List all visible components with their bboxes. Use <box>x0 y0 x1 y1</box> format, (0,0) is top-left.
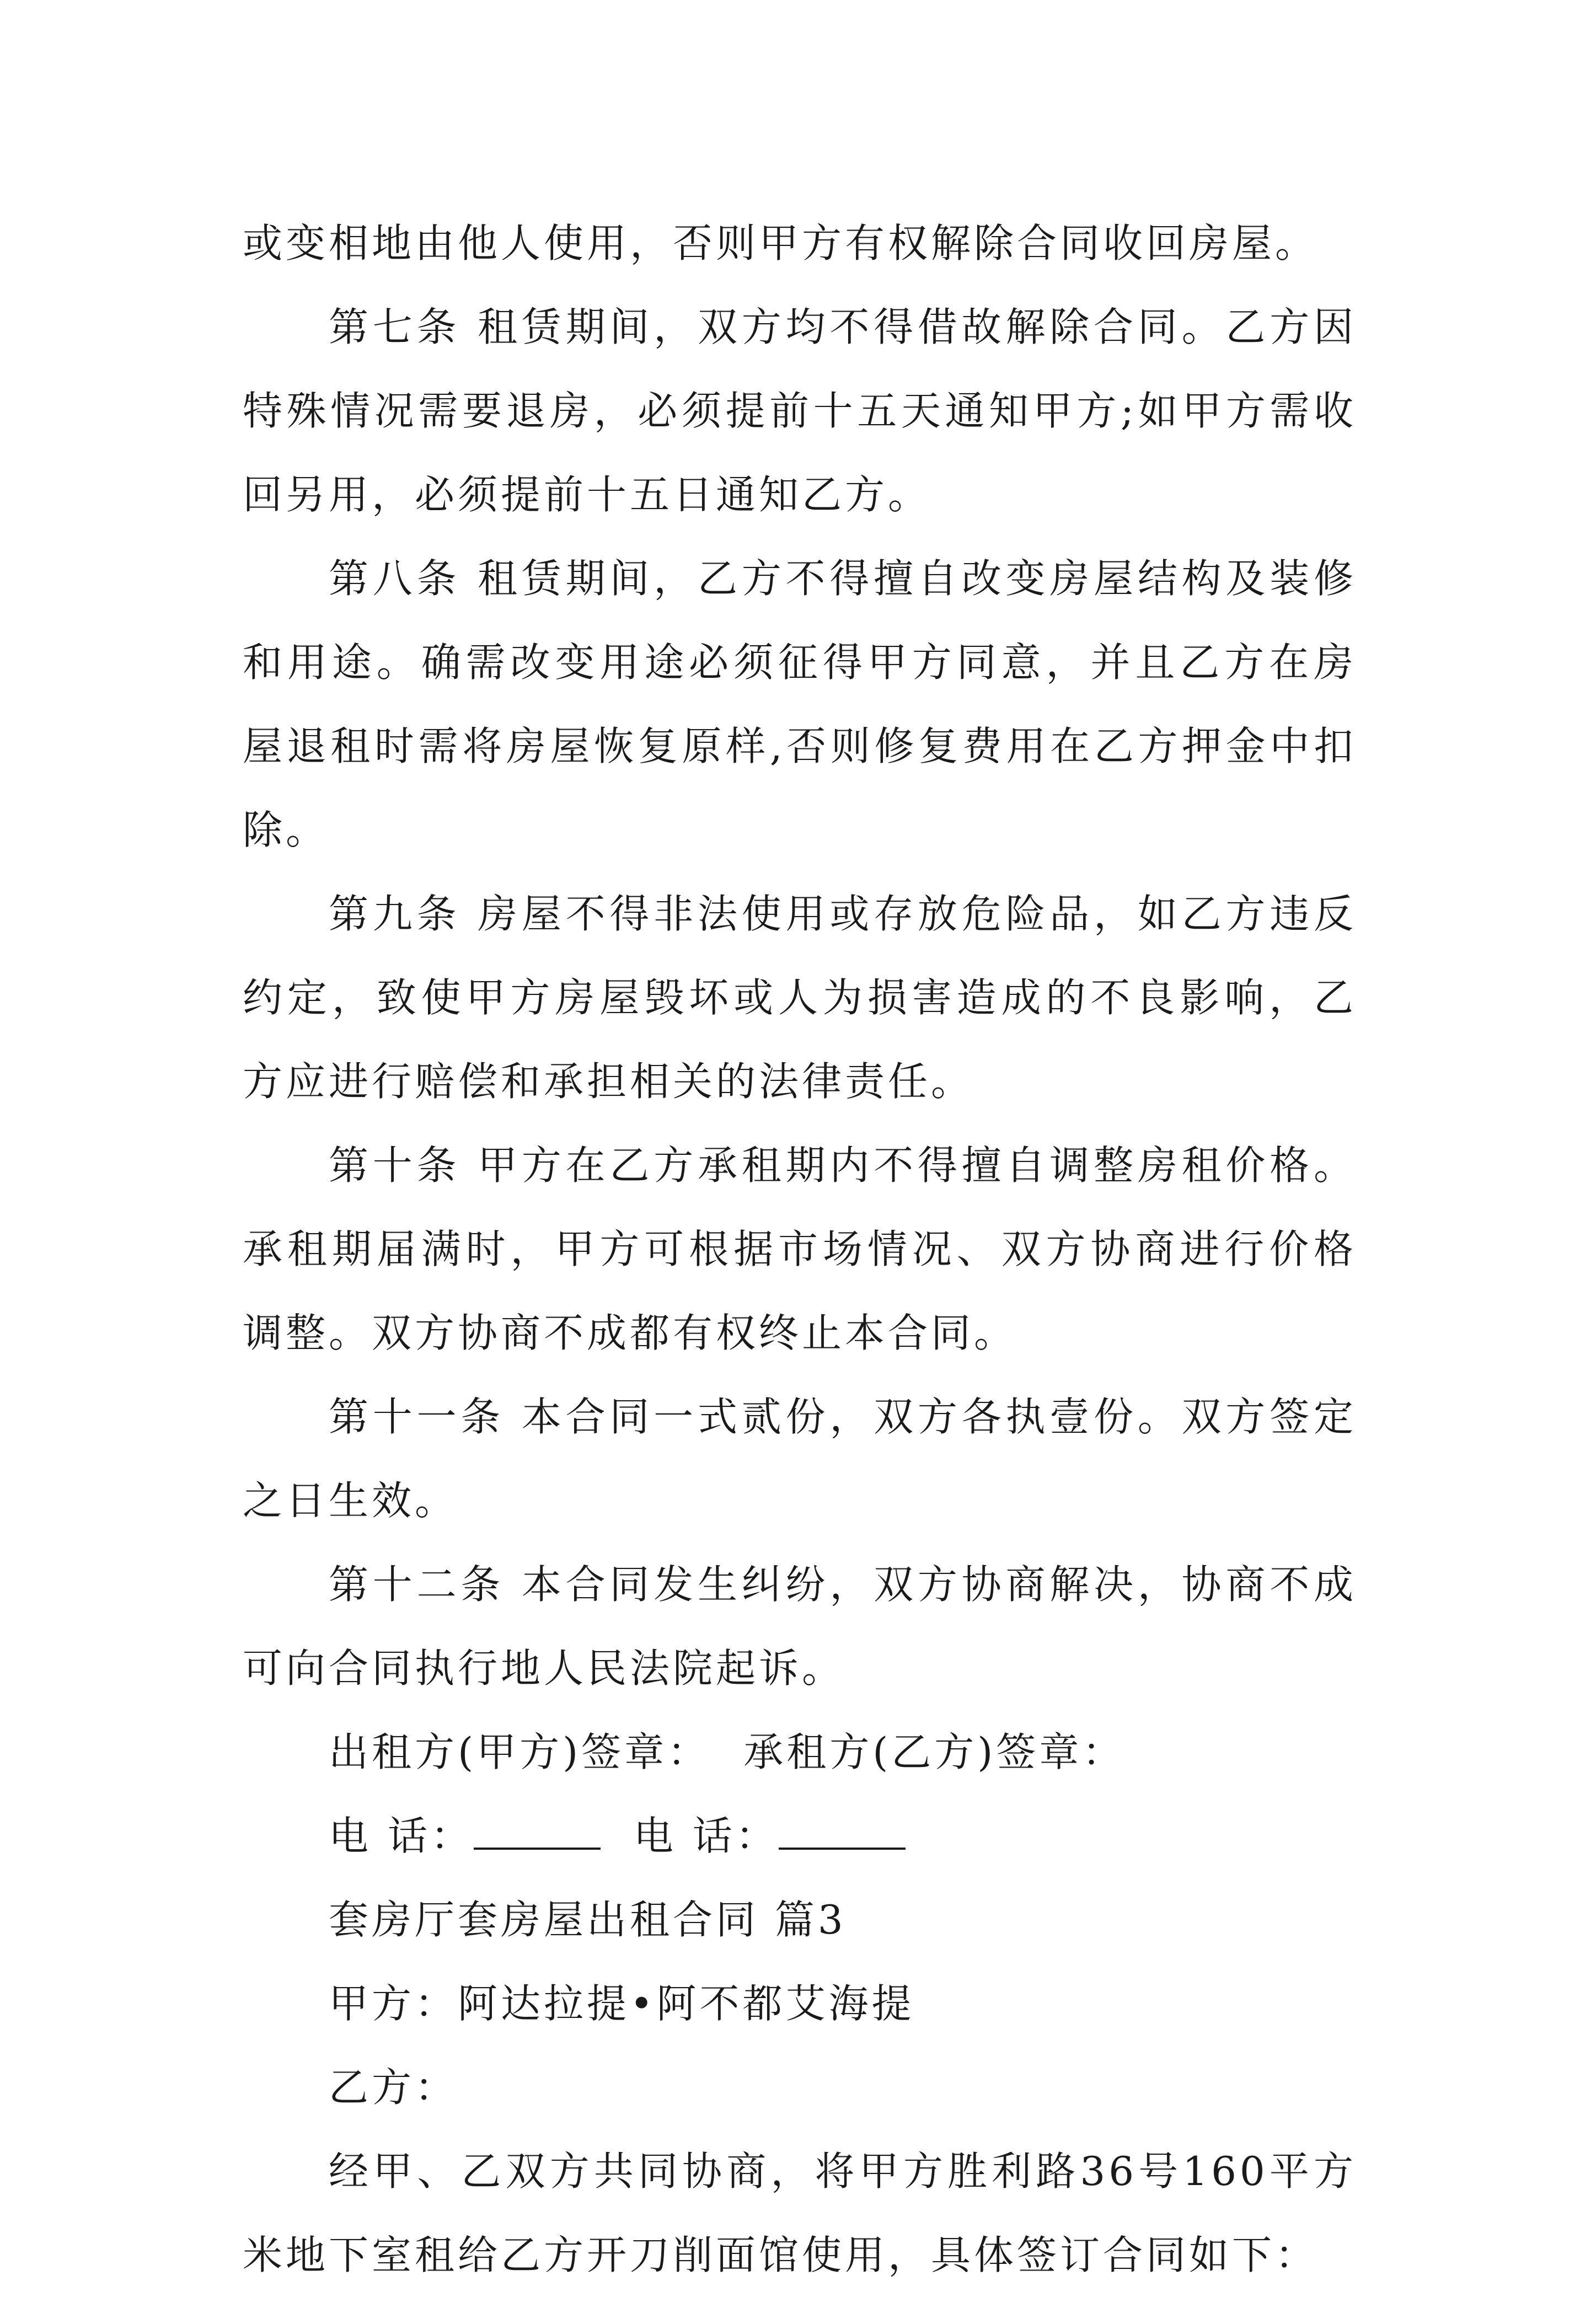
article-8: 第八条 租赁期间，乙方不得擅自改变房屋结构及装修和用途。确需改变用途必须征得甲方同意，并且乙方在房屋退租时需将房屋恢复原样,否则修复费用在乙方押金中扣除。 <box>243 555 1357 853</box>
section-title: 套房厅套房屋出租合同 篇3 <box>329 1897 847 1943</box>
lessee-phone-label: 电 话： <box>633 1813 779 1859</box>
contract-body <box>243 201 1357 2297</box>
lessor-signature-label: 出租方(甲方)签章： <box>329 1729 711 1775</box>
article-11: 第十一条 本合同一式贰份，双方各执壹份。双方签定之日生效。 <box>243 1394 1357 1524</box>
party-a-line: 甲方：阿达拉提•阿不都艾海提 <box>329 1980 915 2027</box>
lessor-phone-label: 电 话： <box>329 1813 474 1859</box>
article-10: 第十条 甲方在乙方承租期内不得擅自调整房租价格。承租期届满时，甲方可根据市场情况、双方协商进行价格调整。双方协商不成都有权终止本合同。 <box>243 1142 1357 1356</box>
article-7: 第七条 租赁期间，双方均不得借故解除合同。乙方因特殊情况需要退房，必须提前十五天通知甲方;如甲方需收回另用，必须提前十五日通知乙方。 <box>243 304 1357 518</box>
contract-intro: 经甲、乙双方共同协商，将甲方胜利路36号160平方米地下室租给乙方开刀削面馆使用，具体签订合同如下： <box>243 2148 1357 2278</box>
lessor-phone-blank <box>474 1812 601 1850</box>
article-9: 第九条 房屋不得非法使用或存放危险品，如乙方违反约定，致使甲方房屋毁坏或人为损害造成的不良影响，乙方应进行赔偿和承担相关的法律责任。 <box>243 891 1357 1105</box>
lessee-signature-label: 承租方(乙方)签章： <box>743 1729 1126 1775</box>
article-12: 第十二条 本合同发生纠纷，双方协商解决，协商不成可向合同执行地人民法院起诉。 <box>243 1561 1357 1691</box>
phone-line <box>243 1794 1357 1878</box>
lessee-phone-blank <box>779 1812 906 1850</box>
party-b-line: 乙方： <box>329 2064 458 2111</box>
paragraph-continuation: 或变相地由他人使用，否则甲方有权解除合同收回房屋。 <box>243 220 1319 266</box>
signature-line <box>243 1710 1357 1794</box>
